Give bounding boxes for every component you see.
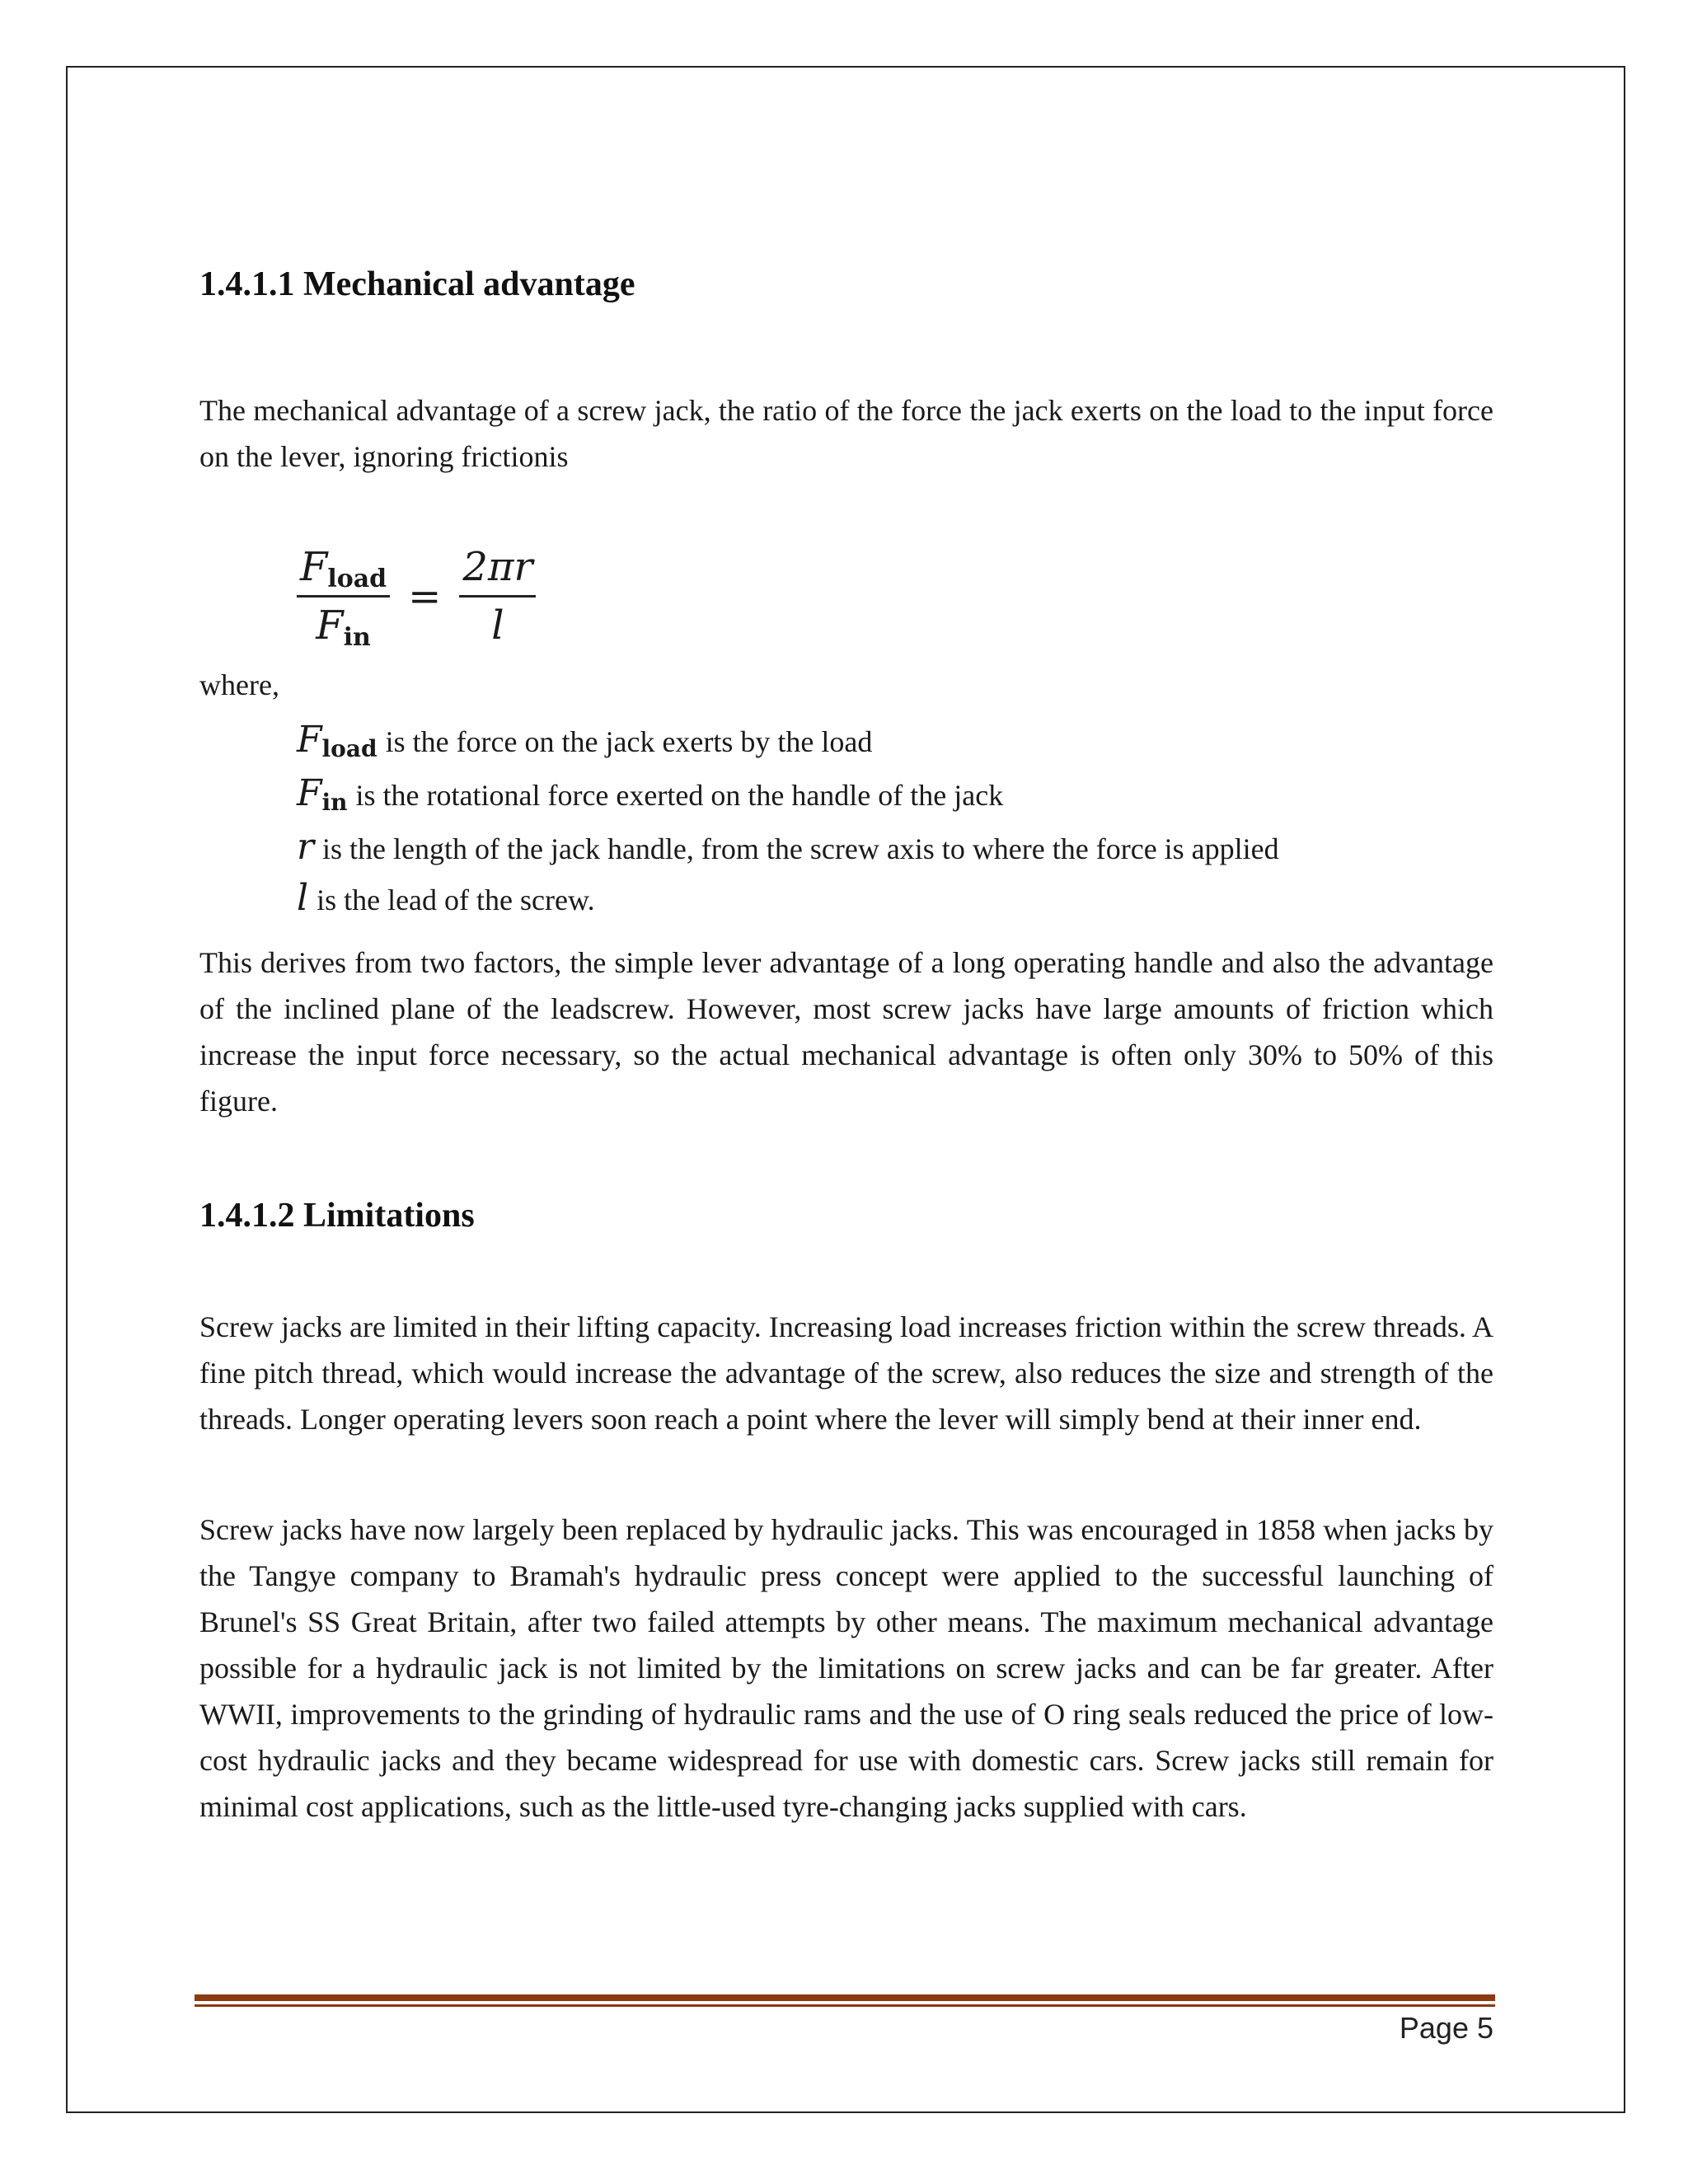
section-heading-mechanical-advantage: 1.4.1.1 Mechanical advantage <box>199 265 635 303</box>
where-label: where, <box>199 668 279 701</box>
limitations-paragraph-2: Screw jacks have now largely been replaced by hydraulic jacks. This was encouraged in 1858 when jacks by the Tangye company to Bramah's hydraulic press concept were applied to the successful launching of Brunel's SS Great Britain, after two failed attempts by other means. The maximum mechanical advantage possible for a hydraulic jack is not limited by the limitations on screw jacks and can be far greater. After WWII, improvements to the grinding of hydraulic rams and the use of O ring seals reduced the price of low-cost hydraulic jacks and they became widespread for use with domestic cars. Screw jacks still remain for minimal cost applications, such as the little-used tyre-changing jacks supplied with cars. <box>199 1513 1493 1823</box>
formula-rhs-denominator: l <box>491 602 504 649</box>
formula-lhs-numerator: Fload <box>297 544 390 598</box>
definition-text: is the lead of the screw. <box>316 883 595 916</box>
definition-item <box>297 823 1492 874</box>
definition-symbol: l <box>297 877 309 919</box>
definition-symbol: r <box>297 826 315 868</box>
formula-lhs-denominator: Fin <box>316 602 371 652</box>
intro-paragraph: The mechanical advantage of a screw jack, the ratio of the force the jack exerts on the load to the input force on the lever, ignoring frictionis <box>199 394 1493 473</box>
definition-item <box>297 715 1492 769</box>
mechanical-advantage-formula <box>297 544 536 652</box>
formula-equals: = <box>408 573 442 620</box>
formula-rhs-numerator: 2πr <box>459 544 536 598</box>
definition-item <box>297 874 1492 925</box>
formula-lhs-fraction <box>297 544 390 652</box>
definition-text: is the rotational force exerted on the handle of the jack <box>355 779 1004 812</box>
limitations-paragraph-1: Screw jacks are limited in their lifting capacity. Increasing load increases friction within the screw threads. A fine pitch thread, which would increase the advantage of the screw, also reduces the size and strength of the threads. Longer operating levers soon reach a point where the lever will simply bend at their inner end. <box>199 1310 1493 1436</box>
definition-symbol: Fin <box>297 772 348 816</box>
formula-rhs-fraction <box>459 544 536 649</box>
definition-symbol: Fload <box>297 719 377 762</box>
definition-item <box>297 769 1492 823</box>
variable-definitions <box>297 715 1492 925</box>
footer-rule-thick <box>195 1994 1495 2001</box>
page-number: Page 5 <box>1399 2011 1493 2045</box>
definition-text: is the length of the jack handle, from the screw axis to where the force is applied <box>322 832 1279 865</box>
footer-rule-thin <box>195 2004 1495 2007</box>
section-heading-limitations: 1.4.1.2 Limitations <box>199 1197 475 1235</box>
derivation-paragraph: This derives from two factors, the simple lever advantage of a long operating handle and also the advantage of the inclined plane of the leadscrew. However, most screw jacks have large amounts of friction which increase the input force necessary, so the actual mechanical advantage is often only 30% to 50% of this figure. <box>199 946 1493 1118</box>
definition-text: is the force on the jack exerts by the load <box>385 725 873 758</box>
